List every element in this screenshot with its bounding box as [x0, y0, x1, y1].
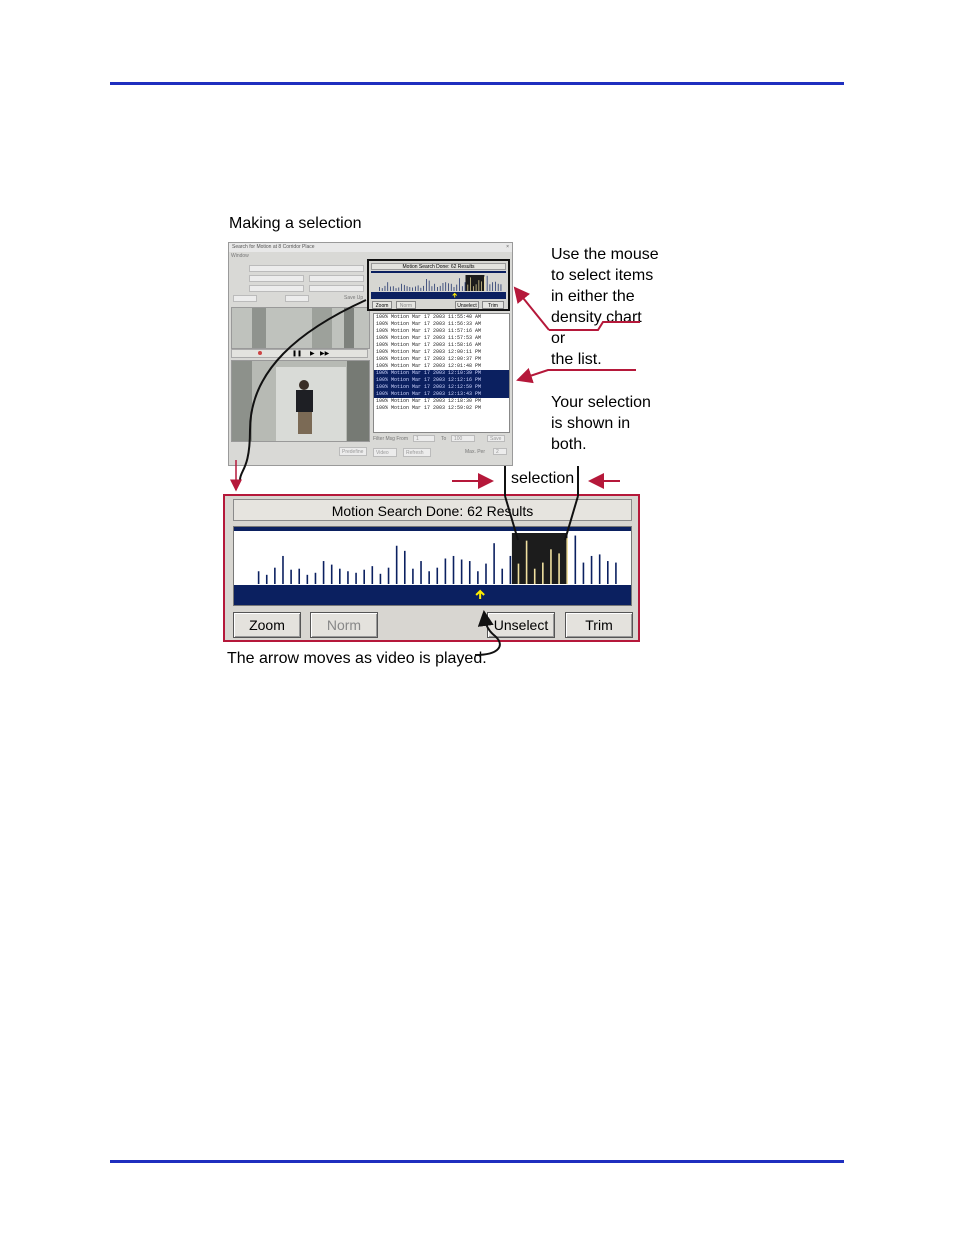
density-bar — [355, 573, 357, 584]
density-bar — [443, 283, 444, 291]
density-bar — [526, 541, 528, 584]
mini-density-panel — [367, 259, 510, 311]
density-bar — [266, 575, 268, 584]
figure-title: Making a selection — [229, 215, 362, 232]
density-bar — [339, 569, 341, 584]
density-bar — [290, 570, 292, 584]
density-bar — [423, 286, 424, 291]
density-bar — [409, 287, 410, 291]
density-bar — [315, 573, 317, 584]
density-bar — [274, 568, 276, 584]
density-bar — [490, 284, 491, 291]
callout-line-list — [518, 370, 636, 380]
density-bar — [510, 556, 512, 584]
density-bar — [445, 559, 447, 585]
pause-icon[interactable]: ❚❚ — [292, 351, 303, 357]
density-bar — [481, 281, 482, 291]
selection-label: selection — [511, 470, 575, 487]
density-bar — [453, 556, 455, 584]
density-bar — [401, 284, 402, 291]
density-bar — [429, 281, 430, 291]
density-bar — [390, 287, 391, 291]
annotation-line: density chart — [551, 309, 642, 326]
density-bar — [492, 282, 493, 291]
density-bar — [470, 277, 471, 291]
chart-top-band — [234, 527, 631, 531]
density-bar — [412, 569, 414, 584]
end-time-field[interactable] — [309, 285, 364, 292]
density-bar — [258, 571, 260, 584]
unselect-button[interactable]: Unselect — [487, 612, 555, 638]
density-chart[interactable] — [234, 527, 631, 605]
mini-density-chart[interactable] — [371, 271, 506, 299]
camera-select[interactable] — [249, 265, 364, 272]
chart-time-axis — [234, 585, 631, 605]
your-selection-annotation — [551, 392, 651, 455]
arrow-note: The arrow moves as video is played. — [227, 650, 487, 667]
list-item[interactable]: 100% Motion Mar 17 2003 11:56:33 AM — [376, 321, 482, 327]
annotation-line: to select items — [551, 267, 654, 284]
density-bar — [566, 538, 568, 584]
video-preview-main — [231, 360, 370, 442]
annotation-line: in either the — [551, 288, 635, 305]
density-bar — [451, 284, 452, 291]
density-bar — [575, 536, 577, 584]
density-bar — [479, 280, 480, 291]
window-titlebar — [229, 243, 512, 252]
options-button[interactable] — [233, 295, 257, 302]
filter-label: Filter Msg From — [373, 436, 408, 442]
density-bar — [583, 563, 585, 584]
fast-forward-icon[interactable]: ▶▶ — [320, 351, 330, 357]
list-item[interactable]: 100% Motion Mar 17 2003 12:12:16 PM — [374, 377, 509, 384]
density-bar — [298, 569, 300, 584]
density-bar — [454, 287, 455, 291]
density-bar — [387, 282, 388, 291]
list-item[interactable]: 100% Motion Mar 17 2003 11:57:53 AM — [376, 335, 482, 341]
density-bar — [469, 561, 471, 584]
density-bar — [467, 285, 468, 291]
end-date-field[interactable] — [249, 285, 304, 292]
density-bar — [331, 565, 333, 584]
density-bar — [415, 287, 416, 291]
density-bar — [382, 288, 383, 291]
density-bar — [498, 284, 499, 291]
footer-rule — [110, 1160, 844, 1163]
density-bar — [420, 561, 422, 584]
play-icon[interactable]: ▶ — [310, 351, 315, 357]
playback-controls — [231, 349, 368, 358]
start-date-field[interactable] — [249, 275, 304, 282]
search-button[interactable] — [285, 295, 309, 302]
density-bar — [534, 569, 536, 584]
header-rule — [110, 82, 844, 85]
density-bar — [323, 561, 325, 584]
density-bar — [495, 282, 496, 291]
density-bar — [599, 554, 601, 584]
trim-button[interactable]: Trim — [565, 612, 633, 638]
max-per-label: Max. Per — [465, 449, 486, 455]
density-bar — [380, 574, 382, 584]
density-bar — [473, 286, 474, 291]
density-bar — [428, 571, 430, 584]
list-item[interactable]: 100% Motion Mar 17 2003 12:18:30 PM — [376, 398, 482, 404]
list-item[interactable]: 100% Motion Mar 17 2003 11:58:16 AM — [376, 342, 482, 348]
density-bar — [550, 549, 552, 584]
density-bar — [396, 288, 397, 291]
density-chart-panel — [223, 494, 640, 642]
window-menu[interactable]: Window — [231, 253, 249, 259]
density-chart-title: Motion Search Done: 62 Results — [233, 499, 632, 521]
annotation-line: or — [551, 330, 566, 347]
window-title: Search for Motion at 8 Corridor Place — [232, 244, 315, 250]
density-bar — [396, 546, 398, 584]
chart-time-axis — [371, 292, 506, 299]
density-bar — [484, 277, 485, 291]
filter-save-button[interactable]: Save — [487, 435, 505, 442]
density-bar — [372, 566, 374, 584]
max-per-field[interactable]: 2 — [493, 448, 507, 455]
annotation-line: Use the mouse — [551, 246, 659, 263]
mini-unselect-button[interactable]: Unselect — [455, 301, 479, 309]
predefine-button[interactable]: Predefine — [339, 447, 367, 456]
annotation-line: the list. — [551, 351, 602, 368]
filter-to-field[interactable]: 100 — [451, 435, 475, 442]
density-bar — [591, 556, 593, 584]
density-bar — [501, 569, 503, 584]
density-bar — [398, 287, 399, 291]
density-bar — [459, 278, 460, 291]
callout-arrow-chart — [515, 288, 549, 330]
density-bar — [501, 284, 502, 291]
zoom-button[interactable]: Zoom — [233, 612, 301, 638]
video-preview-top — [231, 307, 370, 349]
density-bar — [615, 563, 617, 584]
density-bar — [418, 285, 419, 291]
mini-norm-button[interactable]: Norm — [396, 301, 416, 309]
density-bar — [487, 276, 488, 291]
save-up-label[interactable]: Save Up — [344, 295, 364, 301]
density-bar — [347, 571, 349, 584]
list-item[interactable]: 100% Motion Mar 17 2003 11:55:40 AM — [376, 314, 482, 320]
density-bar — [518, 564, 520, 584]
density-bar — [448, 283, 449, 291]
list-item[interactable]: 100% Motion Mar 17 2003 12:12:59 PM — [374, 384, 509, 391]
density-bar — [607, 561, 609, 584]
density-bar — [542, 563, 544, 584]
density-bar — [404, 285, 405, 291]
density-bar — [437, 287, 438, 291]
search-window-screenshot — [228, 242, 513, 466]
density-bar — [388, 568, 390, 584]
density-bar — [558, 553, 560, 584]
list-item[interactable]: 100% Motion Mar 17 2003 12:01:48 PM — [376, 363, 482, 369]
corridor-image-top — [232, 308, 369, 348]
annotation-line: Your selection — [551, 394, 651, 411]
density-bar — [476, 284, 477, 291]
filter-from-field[interactable]: 1 — [413, 435, 435, 442]
chart-top-band — [371, 271, 506, 273]
annotation-line: is shown in — [551, 415, 631, 432]
density-bar — [477, 571, 479, 584]
density-bar — [307, 575, 309, 584]
list-item[interactable]: 100% Motion Mar 17 2003 12:59:02 PM — [376, 405, 482, 411]
density-bar — [426, 279, 427, 291]
density-bar — [445, 282, 446, 291]
list-item[interactable]: 100% Motion Mar 17 2003 12:00:37 PM — [376, 356, 482, 362]
density-bar — [465, 282, 466, 291]
density-bar — [404, 551, 406, 584]
density-bar — [379, 287, 380, 291]
video-button[interactable]: Video — [373, 448, 397, 457]
annotation-line: both. — [551, 436, 587, 453]
use-mouse-annotation — [551, 244, 659, 370]
close-icon[interactable]: × — [506, 244, 509, 250]
density-bar — [462, 286, 463, 291]
playback-marker-icon[interactable] — [258, 351, 262, 355]
density-bar — [456, 285, 457, 291]
density-bar — [436, 568, 438, 584]
results-list[interactable] — [373, 313, 510, 433]
density-bar — [461, 560, 463, 584]
density-bar — [393, 286, 394, 291]
list-item[interactable]: 100% Motion Mar 17 2003 12:10:39 PM — [374, 370, 509, 377]
mini-density-title: Motion Search Done: 62 Results — [371, 263, 506, 270]
density-bar — [493, 543, 495, 584]
list-item[interactable]: 100% Motion Mar 17 2003 12:13:43 PM — [374, 391, 509, 398]
density-bar — [485, 564, 487, 584]
mini-zoom-button[interactable]: Zoom — [372, 301, 392, 309]
density-bar — [363, 570, 365, 584]
person-in-corridor-image — [232, 361, 369, 441]
density-bar — [282, 556, 284, 584]
density-bar — [440, 286, 441, 291]
refresh-button[interactable]: Refresh — [403, 448, 431, 457]
density-bar — [412, 287, 413, 291]
mini-trim-button[interactable]: Trim — [482, 301, 504, 309]
filter-to-label: To — [441, 436, 447, 442]
density-chart-frame — [233, 526, 632, 606]
density-bar — [407, 286, 408, 291]
norm-button[interactable]: Norm — [310, 612, 378, 638]
start-time-field[interactable] — [309, 275, 364, 282]
density-bar — [421, 288, 422, 291]
list-item[interactable]: 100% Motion Mar 17 2003 11:57:16 AM — [376, 328, 482, 334]
density-bar — [434, 284, 435, 291]
density-bar — [385, 286, 386, 291]
list-item[interactable]: 100% Motion Mar 17 2003 12:00:11 PM — [376, 349, 482, 355]
density-bar — [432, 286, 433, 291]
